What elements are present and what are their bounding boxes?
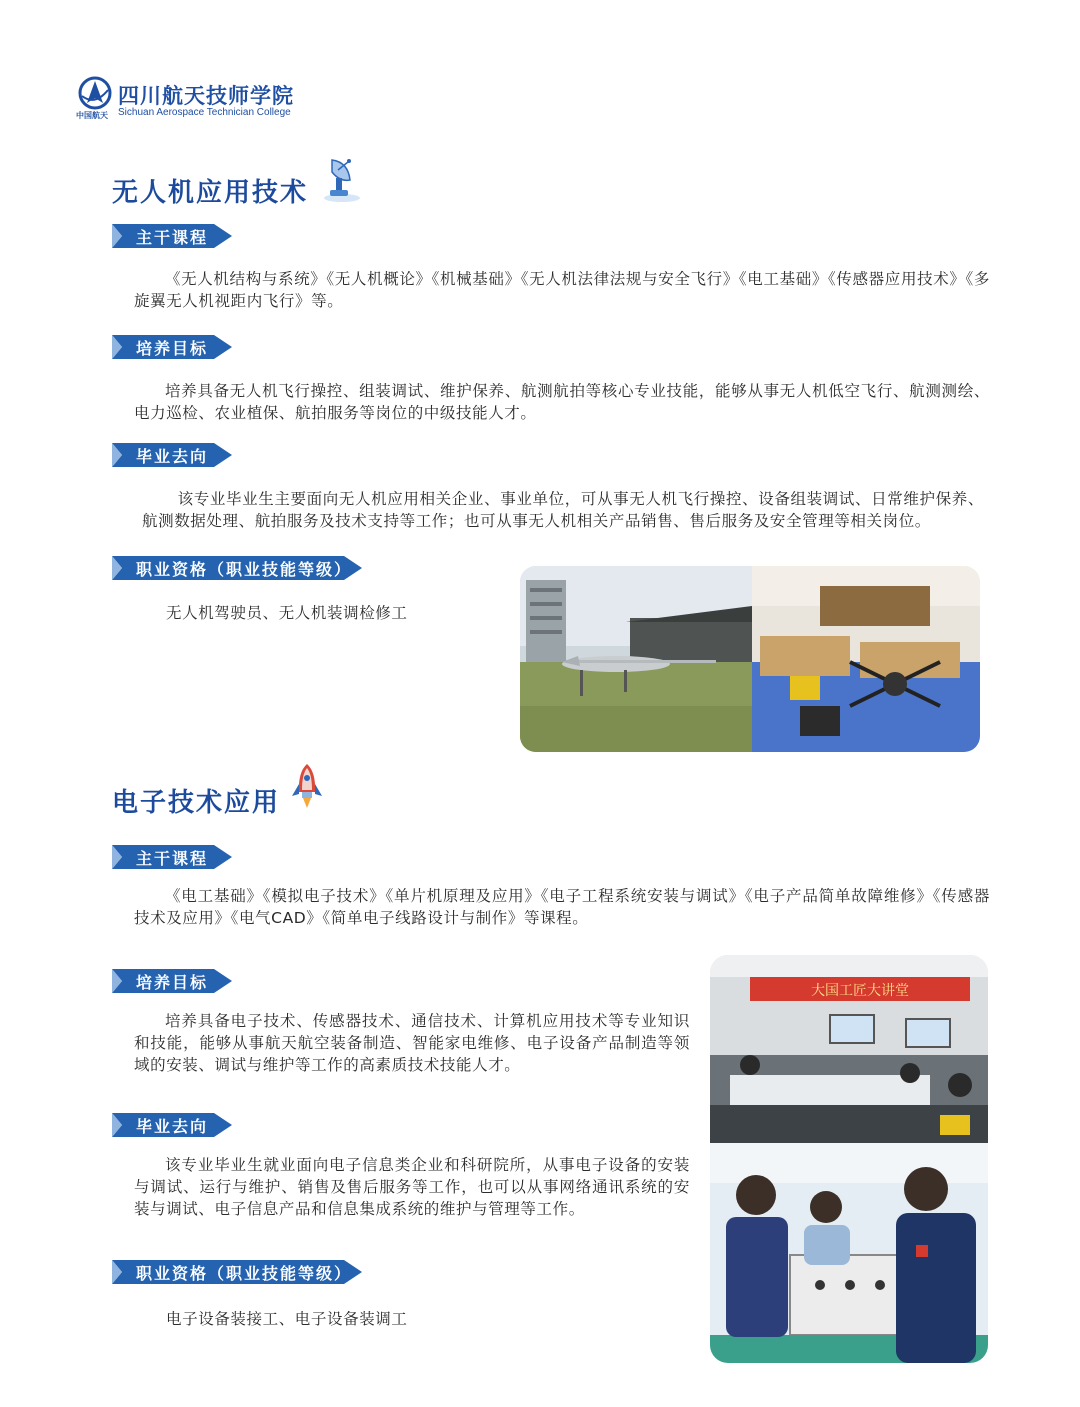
- career-text-1: 该专业毕业生主要面向无人机应用相关企业、事业单位，可从事无人机飞行操控、设备组装调试、日常维护保养、航测数据处理、航拍服务及技术支持等工作；也可从事无人机相关产品销售、售后服务及安全管理等相关岗位。: [142, 490, 984, 530]
- electronics-photos: [710, 955, 988, 1363]
- tag-label: 培养目标: [136, 338, 209, 358]
- tag-cert-1: [112, 556, 362, 580]
- electronics-lab-photo: [710, 955, 988, 1363]
- cert-text-1: 无人机驾驶员、无人机装调检修工: [166, 604, 408, 622]
- tag-goal-1: [112, 335, 232, 359]
- tag-career-1: [112, 443, 232, 467]
- tag-career-2: [112, 1113, 232, 1137]
- tag-label: 毕业去向: [136, 446, 209, 466]
- tag-cert-2: [112, 1260, 362, 1284]
- career-text-2: 该专业毕业生就业面向电子信息类企业和科研院所，从事电子设备的安装与调试、运行与维护、销售及售后服务等工作，也可以从事网络通讯系统的安装与调试、电子信息产品和信息集成系统的维护与管理等工作。: [134, 1156, 690, 1218]
- drone-field-photo: [520, 566, 980, 752]
- tag-label: 职业资格（职业技能等级）: [136, 559, 353, 579]
- goal-text-2: 培养具备电子技术、传感器技术、通信技术、计算机应用技术等专业知识和技能，能够从事航天航空装备制造、智能家电维修、电子设备产品制造等领域的安装、调试与维护等工作的高素质技术技能人才。: [134, 1012, 690, 1074]
- courses-text-2: 《电工基础》《模拟电子技术》《单片机原理及应用》《电子工程系统安装与调试》《电子产品简单故障维修》《传感器技术及应用》《电气CAD》《简单电子线路设计与制作》等课程。: [134, 887, 990, 927]
- school-logo: [76, 76, 316, 126]
- logo-small-text: 中国航天: [76, 111, 108, 120]
- cert-text-2: 电子设备装接工、电子设备装调工: [166, 1310, 408, 1328]
- tag-label: 毕业去向: [136, 1116, 209, 1136]
- satellite-dish-icon: [318, 152, 366, 204]
- section-title-drone: 无人机应用技术: [112, 178, 309, 208]
- rocket-icon: [288, 762, 326, 810]
- goal-text-1: 培养具备无人机飞行操控、组装调试、维护保养、航测航拍等核心专业技能，能够从事无人机低空飞行、航测测绘、电力巡检、农业植保、航拍服务等岗位的中级技能人才。: [134, 382, 990, 422]
- lecture-banner-text: 大国工匠大讲堂: [811, 983, 909, 999]
- school-name-en: Sichuan Aerospace Technician College: [118, 107, 291, 118]
- tag-label: 主干课程: [136, 848, 209, 868]
- tag-label: 职业资格（职业技能等级）: [136, 1263, 353, 1283]
- tag-label: 主干课程: [136, 227, 209, 247]
- drone-photos: [520, 566, 980, 752]
- school-name-cn: 四川航天技师学院: [118, 84, 294, 108]
- tag-courses-2: [112, 845, 232, 869]
- section-title-electronics: 电子技术应用: [112, 788, 281, 818]
- tag-goal-2: [112, 969, 232, 993]
- courses-text-1: 《无人机结构与系统》《无人机概论》《机械基础》《无人机法律法规与安全飞行》《电工基础》《传感器应用技术》《多旋翼无人机视距内飞行》等。: [134, 270, 990, 310]
- tag-courses-1: [112, 224, 232, 248]
- tag-label: 培养目标: [136, 972, 209, 992]
